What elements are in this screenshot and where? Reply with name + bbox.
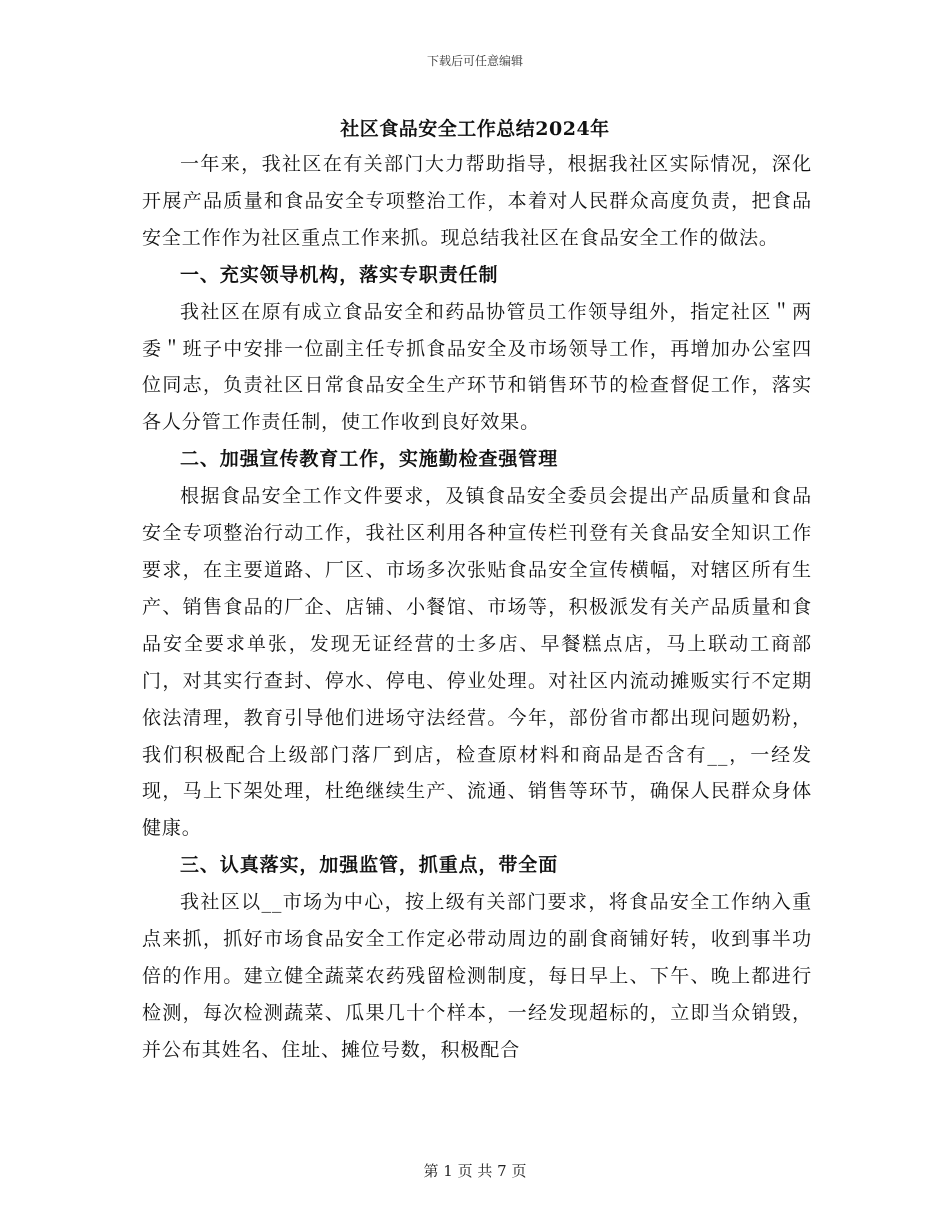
section-heading-3: 三、认真落实，加强监管，抓重点，带全面	[180, 854, 559, 877]
header-note: 下载后可任意编辑	[426, 54, 523, 68]
section-paragraph-3: 我社区以__市场为中心，按上级有关部门要求，将食品安全工作纳入重点来抓，抓好市场食品安全工作定必带动周边的副食商铺好转，收到事半功倍的作用。建立健全蔬菜农药残留检测制度，每日早上、下午、晚上都进行检测，每次检测蔬菜、瓜果几十个样本，一经发现超标的，立即当众销毁，并公布其姓名、住址、摊位号数，积极配合	[142, 891, 812, 1061]
section-paragraph-1: 我社区在原有成立食品安全和药品协管员工作领导组外，指定社区＂两委＂班子中安排一位副主任专抓食品安全及市场领导工作，再增加办公室四位同志，负责社区日常食品安全生产环节和销售环节的检查督促工作，落实各人分管工作责任制，使工作收到良好效果。	[142, 300, 812, 434]
document-body	[142, 146, 812, 1069]
section-heading-2: 二、加强宣传教育工作，实施勤检查强管理	[180, 448, 559, 471]
section-paragraph-2: 根据食品安全工作文件要求，及镇食品安全委员会提出产品质量和食品安全专项整治行动工作，我社区利用各种宣传栏刊登有关食品安全知识工作要求，在主要道路、厂区、市场多次张贴食品安全宣传横幅，对辖区所有生产、销售食品的厂企、店铺、小餐馆、市场等，积极派发有关产品质量和食品安全要求单张，发现无证经营的士多店、早餐糕点店，马上联动工商部门，对其实行查封、停水、停电、停业处理。对社区内流动摊贩实行不定期依法清理，教育引导他们进场守法经营。今年，部份省市都出现问题奶粉，我们积极配合上级部门落厂到店，检查原材料和商品是否含有__，一经发现，马上下架处理，杜绝继续生产、流通、销售等环节，确保人民群众身体健康。	[142, 485, 812, 840]
page-footer: 第 1 页 共 7 页	[423, 1162, 527, 1180]
section-heading-1: 一、充实领导机构，落实专职责任制	[180, 263, 499, 286]
document-title: 社区食品安全工作总结2024年	[340, 118, 610, 140]
intro-paragraph: 一年来，我社区在有关部门大力帮助指导，根据我社区实际情况，深化开展产品质量和食品安全专项整治工作，本着对人民群众高度负责，把食品安全工作作为社区重点工作来抓。现总结我社区在食品安全工作的做法。	[142, 153, 812, 249]
